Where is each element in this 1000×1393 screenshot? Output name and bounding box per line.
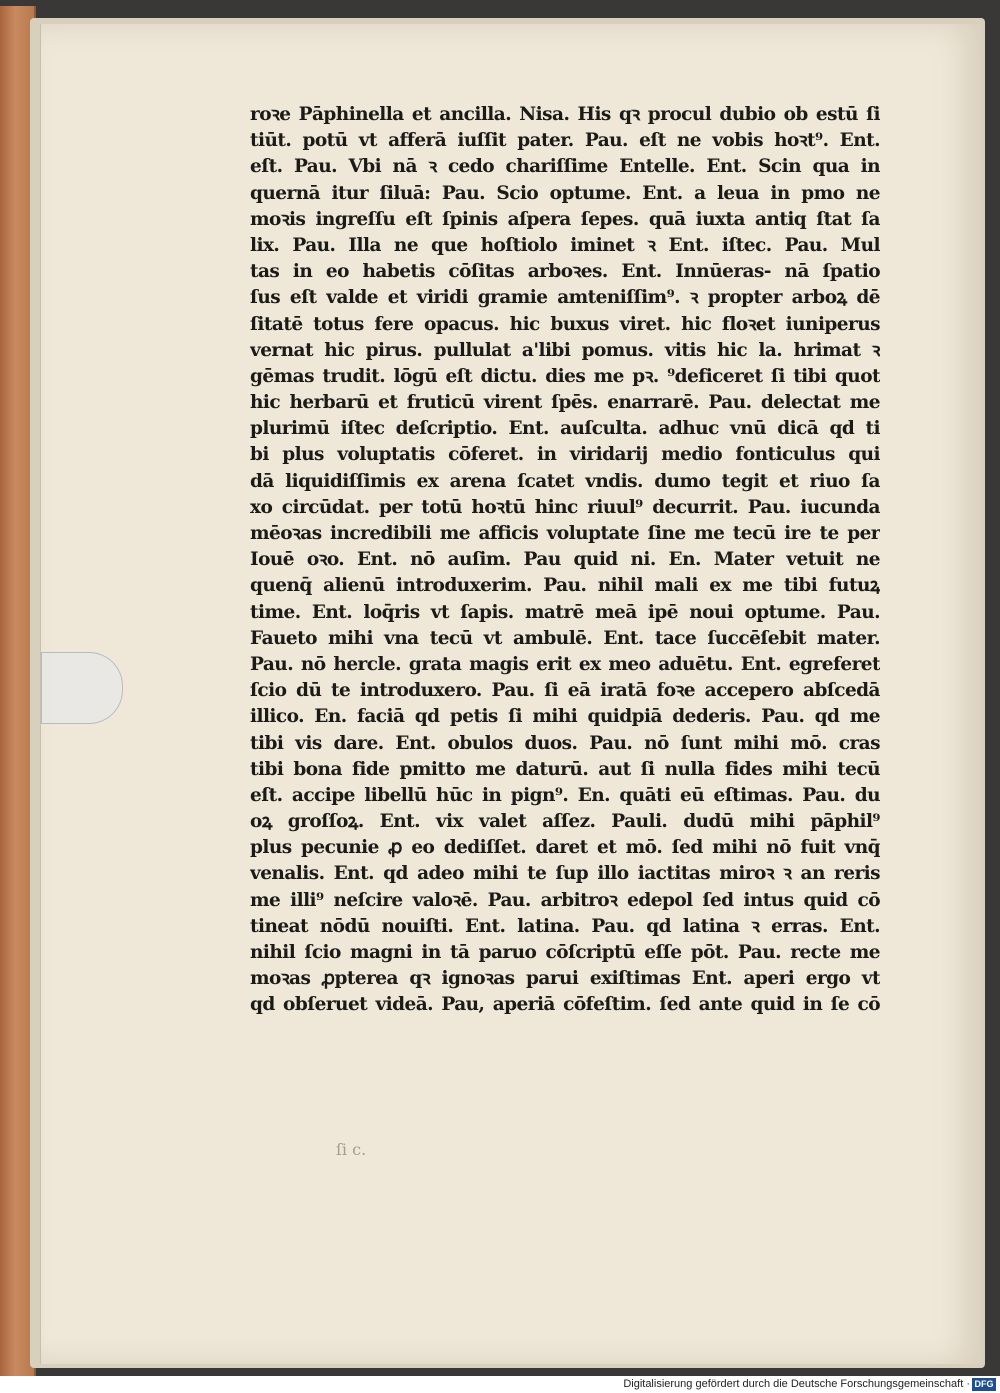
text-line: tibi bona fide pmitto me daturū. aut ſi nulla fides mihi tecū <box>250 758 880 780</box>
text-line: ſcio dū te introduxero. Pau. ſi eā iratā foꝛe accepero abſcedā <box>250 680 880 702</box>
text-line: mēoꝛas incredibili me afficis voluptate ſine me tecū ire te per <box>250 523 880 544</box>
text-line: bi plus voluptatis cōferet. in viridarij medio fonticulus qui <box>250 444 880 466</box>
printed-text-block <box>250 102 880 1019</box>
text-line: gēmas trudit. lōgū eſt dictu. dies me pꝛ. ⁹deficeret ſi tibi quot <box>250 365 880 387</box>
text-line: me illi⁹ neſcire valoꝛē. Pau. arbitroꝛ edepol ſed intus quid cō <box>250 889 880 911</box>
text-line: quenq̄ alienū introduxerim. Pau. nihil mali ex me tibi futuꝝ <box>250 575 880 597</box>
text-line: eſt. Pau. Vbi nā ꝛ cedo chariſſime Entelle. Ent. Scin qua in <box>250 156 880 178</box>
text-line: tiūt. potū vt afferā iuſſit pater. Pau. eſt ne vobis hoꝛt⁹. Ent. <box>250 130 880 152</box>
text-line: qd obſeruet videā. Pau, aperiā cōfeſtim. ſed ante quid in ſe cō <box>250 994 880 1016</box>
text-line: moꝛis ingreſſu eſt ſpinis aſpera ſepes. quā iuxta antiq ſtat ſa <box>250 208 880 230</box>
text-line: tineat nōdū nouiſti. Ent. latina. Pau. qd latina ꝛ erras. Ent. <box>250 915 880 937</box>
text-line: illico. En. faciā qd petis ſi mihi quidpiā dederis. Pau. qd me <box>250 706 880 728</box>
text-line: dā liquidiſſimis ex arena ſcatet vndis. dumo tegit et riuo ſa <box>250 470 880 492</box>
text-line: eſt. accipe libellū hūc in pign⁹. En. quāti eū eſtimas. Pau. du <box>250 784 880 806</box>
text-line: vernat hic pirus. pullulat a'libi pomus. vitis hic la. hrimat ꝛ <box>250 339 880 361</box>
text-line: tas in eo habetis cōſitas arboꝛes. Ent. Innūeras- nā ſpatio <box>250 261 880 283</box>
faded-marginal-mark: ſi c. <box>336 1140 367 1159</box>
text-line: plurimū iſtec deſcriptio. Ent. auſculta. adhuc vnū dicā qd ti <box>250 418 880 440</box>
page-clip <box>41 652 123 724</box>
digitization-credit: Digitalisierung gefördert durch die Deutsche Forschungsgemeinschaft · <box>623 1378 970 1390</box>
dfg-logo-icon: DFG <box>972 1378 996 1391</box>
text-line: ſitatē totus fere opacus. hic buxus viret. hic floꝛet iuniperus <box>250 313 880 335</box>
text-line: Iouē oꝛo. Ent. nō auſim. Pau quid ni. En. Mater vetuit ne <box>250 549 880 571</box>
text-line: xo circūdat. per totū hoꝛtū hinc riuul⁹ decurrit. Pau. iucunda <box>250 496 880 518</box>
text-line: Pau. nō hercle. grata magis erit ex meo aduētu. Ent. egreferet <box>250 653 880 675</box>
text-line: moꝛas ꝓpterea qꝛ ignoꝛas parui exiſtimas Ent. aperi ergo vt <box>250 968 880 990</box>
text-line: oꝝ groſſoꝝ. Ent. vix valet aſſez. Pauli. dudū mihi pāphil⁹ <box>250 811 880 833</box>
digitization-footer <box>0 1376 1000 1393</box>
text-line: roꝛe Pāphinella et ancilla. Nisa. His qꝛ procul dubio ob estū ſi <box>250 104 880 125</box>
text-line: quernā itur ſiluā: Pau. Scio optume. Ent. a leua in pmo ne <box>250 182 880 204</box>
text-line: nihil ſcio magni in tā paruo cōſcriptū eſſe pōt. Pau. recte me <box>250 942 880 963</box>
text-line: hic herbarū et fruticū virent ſpēs. enarrarē. Pau. delectat me <box>250 392 880 414</box>
text-line: venalis. Ent. qd adeo mihi te ſup illo iactitas miroꝛ ꝛ an reris <box>250 863 880 885</box>
text-line: ſus eſt valde et viridi gramie amteniſſim⁹. ꝛ propter arboꝝ dē <box>250 287 880 309</box>
text-line: Faueto mihi vna tecū vt ambulē. Ent. tace ſuccēſebit mater. <box>250 627 880 649</box>
text-line: lix. Pau. Illa ne que hoſtiolo iminet ꝛ Ent. iſtec. Pau. Mul <box>250 234 880 256</box>
text-line: time. Ent. loq̄ris vt ſapis. matrē meā ipē noui optume. Pau. <box>250 601 880 623</box>
text-line: tibi vis dare. Ent. obulos duos. Pau. nō ſunt mihi mō. cras <box>250 732 880 754</box>
text-line: plus pecunie ꝓ eo dediſſet. daret et mō. ſed mihi nō fuit vnq̄ <box>250 837 880 859</box>
